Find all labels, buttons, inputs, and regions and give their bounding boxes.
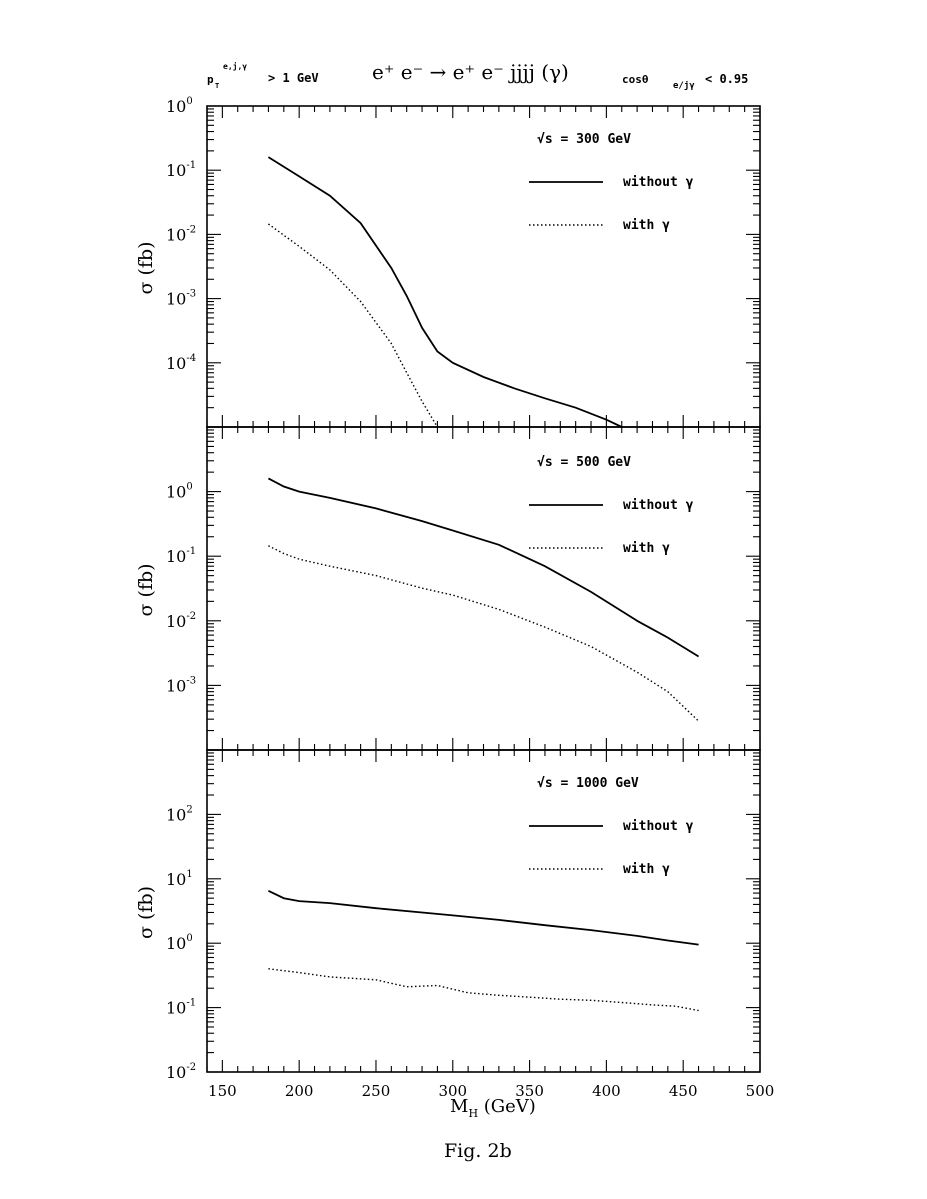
y-tick-label-exp: -2 <box>186 1062 197 1073</box>
y-tick-label-base: 10 <box>166 869 187 889</box>
legend-label: without γ <box>623 498 694 513</box>
plot-frame <box>207 750 760 1072</box>
y-tick-label <box>166 353 196 373</box>
y-tick-label-base: 10 <box>166 611 187 631</box>
y-tick-label-exp: 1 <box>186 868 193 880</box>
y-tick-label-exp: -1 <box>186 546 197 558</box>
x-axis-label-m: M <box>450 1096 469 1117</box>
process-title: e⁺ e⁻ → e⁺ e⁻ jjjj (γ) <box>372 60 569 84</box>
y-tick-label <box>166 160 196 180</box>
pt-cut-base: p <box>207 73 214 86</box>
plot-frame <box>207 427 760 750</box>
panel-1000gev <box>135 750 774 1100</box>
legend-label: without γ <box>623 819 694 834</box>
y-tick-label-base: 10 <box>166 353 187 373</box>
panel-500gev <box>135 427 760 750</box>
x-tick-label: 400 <box>592 1082 621 1100</box>
legend-label: with γ <box>623 541 670 556</box>
series-line-with-gamma <box>268 224 437 427</box>
x-axis-label <box>450 1096 536 1120</box>
legend-label: with γ <box>623 218 670 233</box>
y-tick-label <box>166 611 196 631</box>
y-tick-label-base: 10 <box>166 998 187 1018</box>
x-tick-label: 150 <box>208 1082 237 1100</box>
pt-cut-value: > 1 GeV <box>268 71 319 85</box>
y-tick-label-base: 10 <box>166 676 187 696</box>
legend-title: √s = 300 GeV <box>537 132 631 147</box>
y-tick-label-exp: -1 <box>186 997 197 1009</box>
x-axis-label-unit: (GeV) <box>478 1096 536 1117</box>
y-tick-label <box>166 998 196 1018</box>
figure-caption: Fig. 2b <box>444 1140 512 1162</box>
y-tick-label <box>166 224 196 244</box>
series-line-with-gamma <box>268 969 698 1011</box>
y-tick-label <box>166 96 193 116</box>
y-tick-label-exp: 0 <box>186 481 193 493</box>
plot-frame <box>207 106 760 427</box>
y-tick-label-base: 10 <box>166 225 187 245</box>
y-tick-label-base: 10 <box>166 482 187 502</box>
x-tick-label: 500 <box>745 1082 775 1100</box>
cos-cut-prefix: cosθ <box>622 73 649 86</box>
y-tick-label-base: 10 <box>166 289 187 309</box>
pt-cut-sup: e,j,γ <box>223 62 248 71</box>
series-line-with-gamma <box>268 546 698 721</box>
x-axis-label-sub: H <box>468 1107 479 1120</box>
y-axis-label: σ (fb) <box>135 885 157 939</box>
series-line-without-gamma <box>268 891 698 945</box>
x-tick-label: 250 <box>361 1082 391 1100</box>
y-tick-label-exp: -3 <box>186 675 197 687</box>
y-tick-label-exp: 2 <box>186 804 193 816</box>
cos-cut-value: < 0.95 <box>705 72 749 86</box>
y-tick-label <box>166 546 196 566</box>
y-tick-label <box>166 675 196 695</box>
legend-title: √s = 500 GeV <box>537 455 631 470</box>
y-tick-label-exp: -4 <box>186 352 197 364</box>
legend-label: with γ <box>623 862 670 877</box>
y-tick-label-base: 10 <box>166 97 187 116</box>
header <box>207 60 748 91</box>
y-tick-label-exp: 0 <box>186 96 193 107</box>
y-tick-label <box>166 289 196 309</box>
y-tick-label <box>166 869 193 889</box>
y-tick-label <box>166 1062 196 1082</box>
y-tick-label-exp: -2 <box>186 610 197 622</box>
y-tick-label <box>166 804 193 824</box>
x-tick-label: 450 <box>668 1082 698 1100</box>
pt-cut-sub: T <box>215 82 220 90</box>
y-tick-label-exp: -1 <box>186 160 197 172</box>
y-tick-label-base: 10 <box>166 161 187 181</box>
y-tick-label-base: 10 <box>166 1063 187 1082</box>
y-axis-label: σ (fb) <box>135 241 157 295</box>
legend-label: without γ <box>623 175 694 190</box>
y-tick-label-base: 10 <box>166 547 187 567</box>
y-tick-label-base: 10 <box>166 805 187 825</box>
y-tick-label-exp: -2 <box>186 224 197 236</box>
series-line-without-gamma <box>268 157 621 427</box>
panel-300gev <box>135 96 760 427</box>
y-tick-label <box>166 933 193 953</box>
x-tick-label: 350 <box>515 1082 544 1100</box>
x-tick-label: 300 <box>438 1082 468 1100</box>
x-tick-label: 200 <box>284 1082 314 1100</box>
y-tick-label-exp: -3 <box>186 288 197 300</box>
y-tick-label <box>166 482 193 502</box>
y-axis-label: σ (fb) <box>135 563 157 617</box>
legend-title: √s = 1000 GeV <box>537 776 639 791</box>
y-tick-label-base: 10 <box>166 934 187 954</box>
cos-cut-sub: e/jγ <box>673 81 695 91</box>
y-tick-label-exp: 0 <box>186 933 193 945</box>
